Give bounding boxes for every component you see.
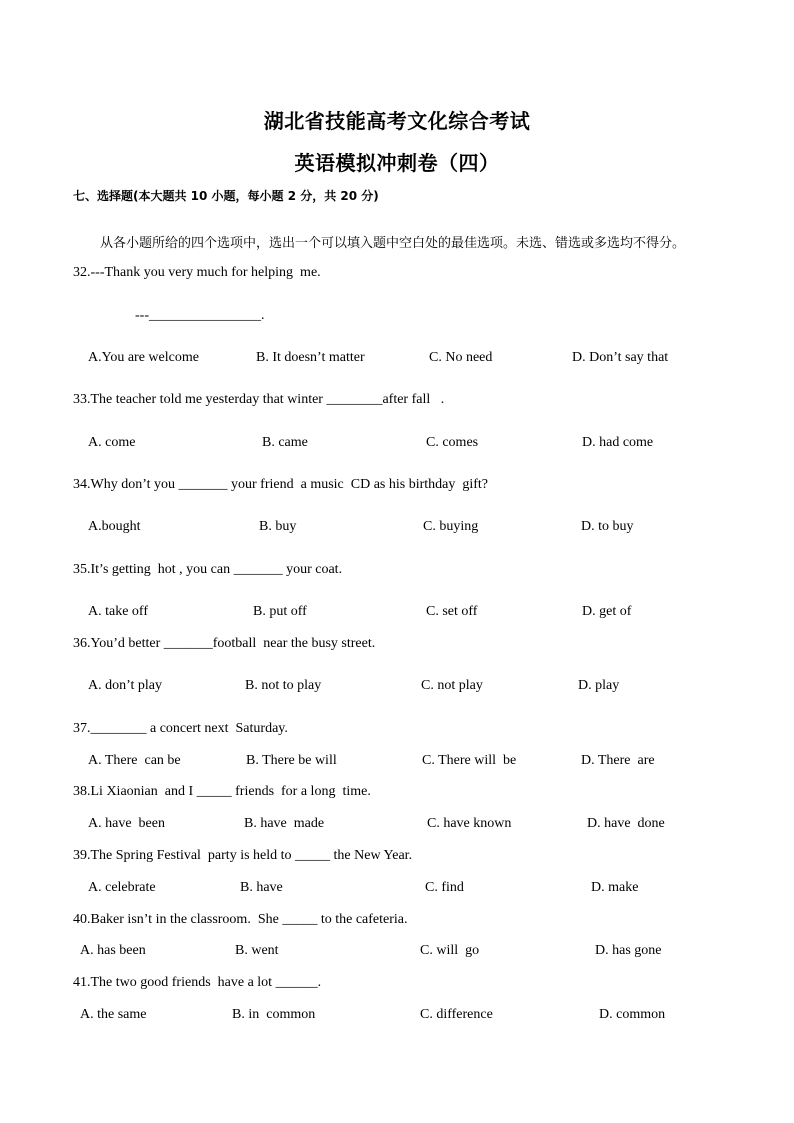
question-35-stem: 35.It’s getting hot , you can _______ your coat. — [73, 562, 343, 577]
question-36-stem: 36.You’d better _______football near the busy street. — [73, 636, 376, 651]
question-35-option-a: A. take off — [88, 604, 148, 619]
question-39-option-c: C. find — [425, 880, 464, 895]
question-40-option-b: B. went — [235, 943, 279, 958]
question-37-option-b: B. There be will — [246, 753, 337, 768]
question-41-option-b: B. in common — [232, 1007, 316, 1022]
question-32-option-c: C. No need — [429, 350, 493, 365]
question-37-option-c: C. There will be — [422, 753, 517, 768]
question-32-reply-blank: ---________________. — [135, 308, 265, 323]
question-38-option-b: B. have made — [244, 816, 325, 831]
question-36-option-d: D. play — [578, 678, 620, 693]
question-36-option-c: C. not play — [421, 678, 483, 693]
question-32-option-d: D. Don’t say that — [572, 350, 669, 365]
exam-title: 湖北省技能高考文化综合考试 — [263, 109, 531, 133]
question-36-option-a: A. don’t play — [88, 678, 163, 693]
question-33-option-b: B. came — [262, 435, 308, 450]
question-34-stem: 34.Why don’t you _______ your friend a music CD as his birthday gift? — [73, 477, 489, 492]
question-39-stem: 39.The Spring Festival party is held to _____ the New Year. — [73, 848, 413, 863]
question-33-option-d: D. had come — [582, 435, 654, 450]
question-33-stem: 33.The teacher told me yesterday that winter ________after fall . — [73, 392, 445, 407]
question-32-option-a: A.You are welcome — [88, 350, 199, 365]
question-41-option-c: C. difference — [420, 1007, 493, 1022]
question-33-option-a: A. come — [88, 435, 136, 450]
question-32-stem: 32.---Thank you very much for helping me. — [73, 265, 321, 280]
question-40-option-d: D. has gone — [595, 943, 662, 958]
question-40-stem: 40.Baker isn’t in the classroom. She _____ to the cafeteria. — [73, 912, 408, 927]
exam-subtitle: 英语模拟冲刺卷（四） — [294, 151, 500, 175]
question-40-option-c: C. will go — [420, 943, 480, 958]
question-41-option-d: D. common — [599, 1007, 666, 1022]
question-35-option-b: B. put off — [253, 604, 307, 619]
question-35-option-c: C. set off — [426, 604, 478, 619]
question-38-option-c: C. have known — [427, 816, 512, 831]
question-33-option-c: C. comes — [426, 435, 479, 450]
question-38-option-a: A. have been — [88, 816, 165, 831]
question-40-option-a: A. has been — [80, 943, 146, 958]
question-41-option-a: A. the same — [80, 1007, 147, 1022]
question-41-stem: 41.The two good friends have a lot ______. — [73, 975, 322, 990]
question-34-option-a: A.bought — [88, 519, 141, 534]
question-36-option-b: B. not to play — [245, 678, 322, 693]
question-39-option-b: B. have — [240, 880, 283, 895]
question-38-option-d: D. have done — [587, 816, 665, 831]
question-37-option-a: A. There can be — [88, 753, 181, 768]
question-34-option-b: B. buy — [259, 519, 297, 534]
question-38-stem: 38.Li Xiaonian and I _____ friends for a long time. — [73, 784, 371, 799]
question-35-option-d: D. get of — [582, 604, 632, 619]
question-39-option-d: D. make — [591, 880, 639, 895]
question-34-option-d: D. to buy — [581, 519, 634, 534]
question-39-option-a: A. celebrate — [88, 880, 156, 895]
section-instruction: 从各小题所给的四个选项中，选出一个可以填入题中空白处的最佳选项。未选、错选或多选均不得分。 — [100, 236, 686, 251]
question-37-stem: 37.________ a concert next Saturday. — [73, 721, 288, 736]
question-37-option-d: D. There are — [581, 753, 655, 768]
section-heading: 七、选择题(本大题共 10 小题，每小题 2 分，共 20 分) — [73, 189, 379, 203]
question-34-option-c: C. buying — [423, 519, 479, 534]
question-32-option-b: B. It doesn’t matter — [256, 350, 365, 365]
